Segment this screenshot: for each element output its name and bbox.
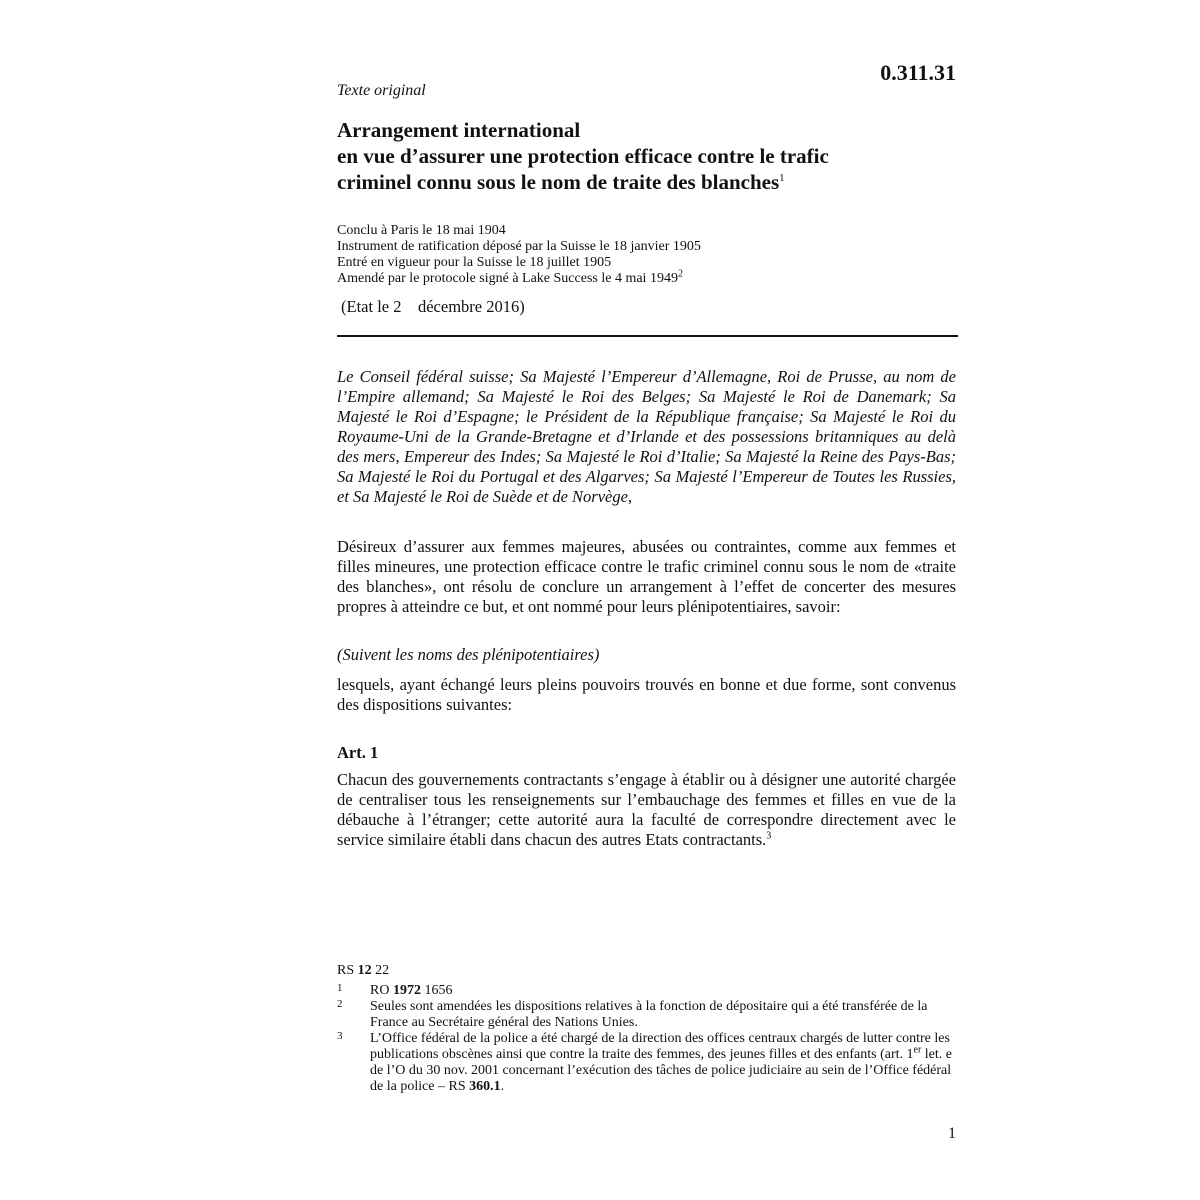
footnote-3-text-end: .: [500, 1079, 505, 1094]
footnote-1: [337, 983, 957, 999]
footnote-1-page: 1656: [420, 983, 453, 998]
footnote-3-text-before: L’Office fédéral de la police a été chargé de la direction des offices centraux chargés de lutter contre les publications obscènes ainsi que contre la traite des femmes, des jeunes filles et des enfants (art. 1: [370, 1031, 950, 1062]
rs-reference: [337, 963, 389, 979]
footnote-2-number: 2: [337, 998, 343, 1010]
footnote-1-year: 1972: [392, 983, 421, 998]
preamble-agreement: lesquels, ayant échangé leurs pleins pouvoirs trouvés en bonne et due forme, sont convenus des dispositions suivantes:: [337, 675, 956, 714]
treaty-metadata: [337, 223, 957, 287]
rs-volume: 12: [357, 963, 372, 978]
footnote-2-text: Seules sont amendées les dispositions relatives à la fonction de dépositaire qui a été transférée de la France au Secrétaire général des Nations Unies.: [370, 999, 928, 1030]
amended-footnote-ref: 2: [677, 268, 683, 280]
document-title: [337, 117, 977, 195]
amended-text: Amendé par le protocole signé à Lake Success le 4 mai 1949: [337, 271, 678, 286]
footnote-3-superscript: er: [913, 1044, 922, 1056]
rs-page: 22: [371, 963, 390, 978]
footnote-2: [337, 999, 957, 1031]
page-number: 1: [948, 1125, 956, 1142]
article-1-text: Chacun des gouvernements contractants s’engage à établir ou à désigner une autorité chargée de centraliser tous les renseignements sur l’embauchage des femmes et filles en vue de la débauche à l’étranger; cette autorité aura la faculté de correspondre directement avec le service similaire établi dans chacun des autres Etats contractants.: [337, 770, 956, 849]
status-date: (Etat le 2 décembre 2016): [341, 297, 525, 316]
footnote-3-text-middle: let. e de l’O du 30 nov. 2001 concernant l’exécution des tâches de police judiciaire au sein de l’Office fédéral de la police – RS: [370, 1047, 952, 1094]
preamble-parties: Le Conseil fédéral suisse; Sa Majesté l’Empereur d’Allemagne, Roi de Prusse, au nom de l’Empire allemand; Sa Majesté le Roi des Belges; Sa Majesté le Roi de Danemark; Sa Majesté le Roi d’Espagne; le Président de la République française; Sa Majesté le Roi du Royaume-Uni de la Grande-Bretagne et d’Irlande et des possessions britanniques au delà des mers, Empereur des Indes; Sa Majesté le Roi d’Italie; Sa Majesté la Reine des Pays-Bas; Sa Majesté le Roi du Portugal et des Algarves; Sa Majesté l’Empereur de Toutes les Russies, et Sa Majesté le Roi de Suède et de Norvège,: [337, 367, 956, 506]
original-text-label: Texte original: [337, 82, 426, 99]
concluded-line: Conclu à Paris le 18 mai 1904: [337, 223, 506, 238]
entry-into-force-line: Entré en vigueur pour la Suisse le 18 juillet 1905: [337, 255, 612, 270]
ratification-line: Instrument de ratification déposé par la Suisse le 18 janvier 1905: [337, 239, 701, 254]
article-1-footnote-ref: 3: [766, 830, 772, 842]
footnote-3-number: 3: [337, 1030, 343, 1042]
sr-number: 0.311.31: [880, 60, 956, 85]
title-line-2: en vue d’assurer une protection efficace contre le trafic: [337, 144, 829, 168]
preamble-plenipotentiaries-note: (Suivent les noms des plénipotentiaires): [337, 645, 600, 664]
rs-prefix: RS: [337, 963, 358, 978]
footnote-1-prefix: RO: [370, 983, 393, 998]
article-1-body: [337, 770, 956, 850]
title-line-3: [337, 169, 977, 195]
title-footnote-ref: 1: [779, 172, 785, 184]
footnote-3: [337, 1031, 957, 1095]
amended-line: [337, 268, 957, 287]
title-line-1: Arrangement international: [337, 118, 581, 142]
preamble-desire: Désireux d’assurer aux femmes majeures, abusées ou contraintes, comme aux femmes et filles mineures, une protection efficace contre le trafic criminel connu sous le nom de «traite des blanches», ont résolu de conclure un arrangement à l’effet de concerter des mesures propres à atteindre ce but, et ont nommé pour leurs plénipotentiaires, savoir:: [337, 537, 956, 616]
header-divider: [337, 335, 958, 337]
article-1-heading: Art. 1: [337, 743, 379, 762]
footnotes: [337, 983, 957, 1095]
footnote-3-rs-number: 360.1: [469, 1079, 501, 1094]
footnote-1-number: 1: [337, 982, 343, 994]
title-line-3-text: criminel connu sous le nom de traite des blanches: [337, 170, 780, 194]
